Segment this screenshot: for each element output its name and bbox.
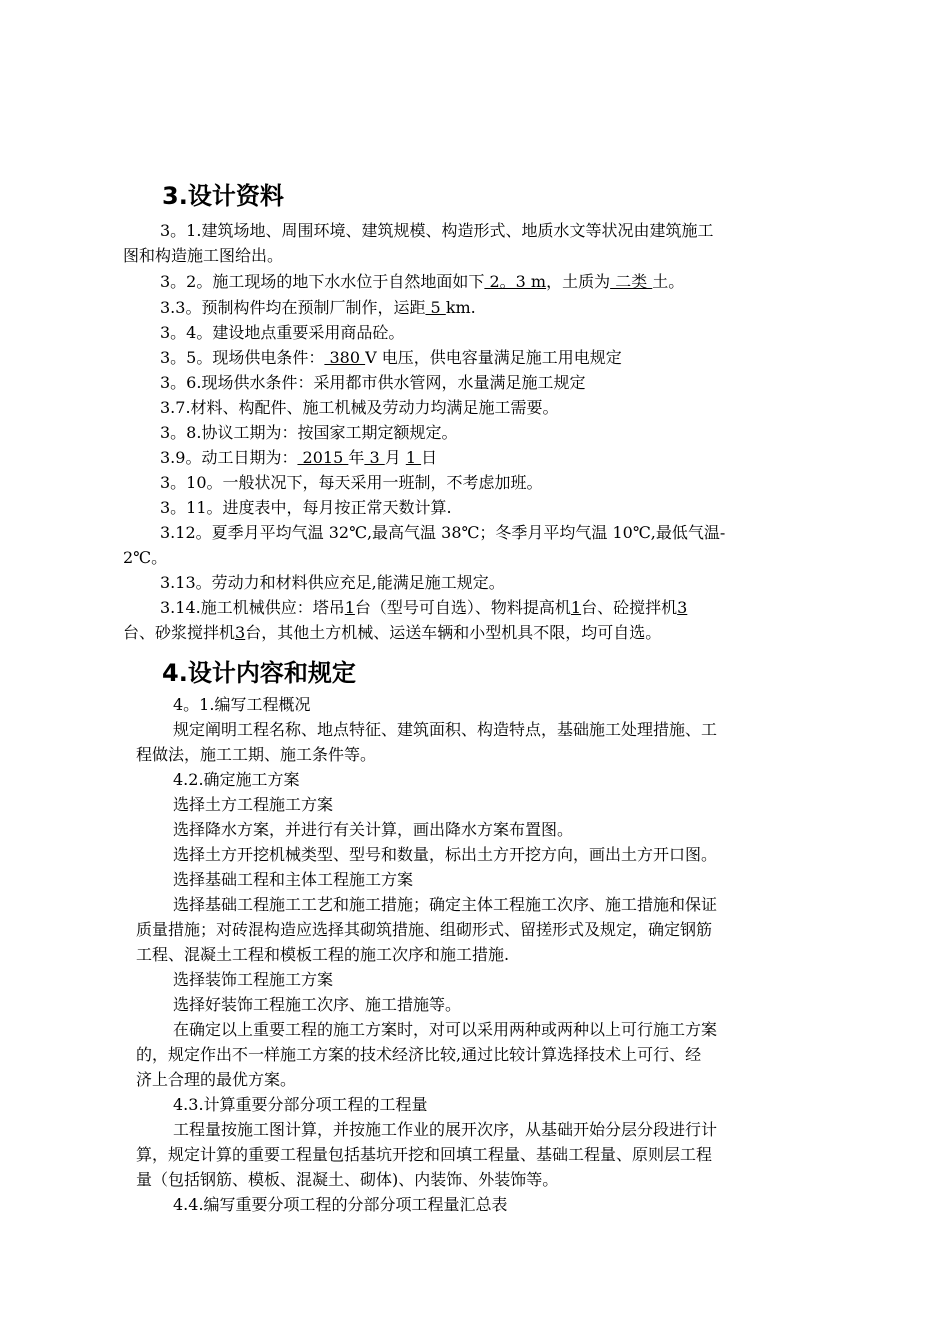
text-line: 3。8.协议工期为：按国家工期定额规定。 [160,423,458,442]
soil-type-value: 二类 [610,272,653,291]
text-line: 选择基础工程和主体工程施工方案 [173,870,414,889]
text-line: 3.7.材料、构配件、施工机械及劳动力均满足施工需要。 [160,398,559,417]
start-month-value: 3 [364,448,385,467]
text-line: 选择土方工程施工方案 [173,795,334,814]
tower-crane-count: 1 [344,598,355,617]
text-line: 选择好装饰工程施工次序、施工措施等。 [173,995,462,1014]
text-line: 台、砂浆搅拌机3台，其他土方机械、运送车辆和小型机具不限，均可自选。 [123,623,662,642]
text-line: 在确定以上重要工程的施工方案时，对可以采用两种或两种以上可行施工方案 [173,1020,718,1039]
start-year-value: 2015 [297,448,349,467]
text-line: 工程量按施工图计算，并按施工作业的展开次序，从基础开始分层分段进行计 [173,1120,718,1139]
text-line: 选择装饰工程施工方案 [173,970,334,989]
text-line: 3。10。一般状况下，每天采用一班制，不考虑加班。 [160,473,543,492]
text-line: 3.14.施工机械供应：塔吊1台（型号可自选）、物料提高机1台、砼搅拌机3 [160,598,688,617]
text-line: 3.13。劳动力和材料供应充足,能满足施工规定。 [160,573,505,592]
text-line: 工程、混凝土工程和模板工程的施工次序和施工措施. [136,945,510,964]
text-line: 选择基础工程施工工艺和施工措施；确定主体工程施工次序、施工措施和保证 [173,895,718,914]
text-line: 3.12。夏季月平均气温 32℃,最高气温 38℃；冬季月平均气温 10℃,最低气温- [160,523,726,542]
hoist-count: 1 [570,598,582,617]
text-line: 的，规定作出不一样施工方案的技术经济比较,通过比较计算选择技术上可行、经 [136,1045,702,1064]
text-line: 量（包括钢筋、模板、混凝土、砌体)、内装饰、外装饰等。 [136,1170,559,1189]
text-line: 规定阐明工程名称、地点特征、建筑面积、构造特点，基础施工处理措施、工 [173,720,718,739]
text-line: 质量措施；对砖混构造应选择其砌筑措施、组砌形式、留搓形式及规定，确定钢筋 [136,920,713,939]
text-line: 3。4。建设地点重要采用商品砼。 [160,323,405,342]
text-line: 选择降水方案，并进行有关计算，画出降水方案布置图。 [173,820,574,839]
text-line: 4.3.计算重要分部分项工程的工程量 [173,1095,428,1114]
text-line: 选择土方开挖机械类型、型号和数量，标出土方开挖方向，画出土方开口图。 [173,845,718,864]
section-heading-3: 3.设计资料 [162,182,284,210]
text-line: 2℃。 [123,548,168,567]
text-line: 3。5。现场供电条件： 380 V 电压，供电容量满足施工用电规定 [160,348,622,367]
section-heading-4: 4.设计内容和规定 [162,659,356,687]
text-line: 济上合理的最优方案。 [136,1070,297,1089]
voltage-value: 380 [324,348,366,367]
text-line: 图和构造施工图给出。 [123,246,284,265]
text-line: 4.2.确定施工方案 [173,770,300,789]
text-line: 4。1.编写工程概况 [173,695,311,714]
concrete-mixer-count: 3 [677,598,688,617]
groundwater-depth-value: 2。3 m [484,272,547,291]
text-line: 程做法，施工工期、施工条件等。 [136,745,377,764]
mortar-mixer-count: 3 [235,623,246,642]
text-line: 3。2。施工现场的地下水水位于自然地面如下 2。3 m，土质为 二类 土。 [160,272,685,291]
text-line: 3.9。动工日期为： 2015 年 3 月 1 日 [160,448,438,467]
text-line: 3。6.现场供水条件：采用都市供水管网，水量满足施工规定 [160,373,586,392]
transport-distance-value: 5 [425,298,446,317]
text-line: 3。1.建筑场地、周围环境、建筑规模、构造形式、地质水文等状况由建筑施工 [160,221,714,240]
text-line: 3.3。预制构件均在预制厂制作，运距 5 km. [160,298,476,317]
text-line: 3。11。进度表中，每月按正常天数计算. [160,498,452,517]
start-day-value: 1 [405,448,422,467]
text-line: 算，规定计算的重要工程量包括基坑开挖和回填工程量、基础工程量、原则层工程 [136,1145,713,1164]
text-line: 4.4.编写重要分项工程的分部分项工程量汇总表 [173,1195,508,1214]
